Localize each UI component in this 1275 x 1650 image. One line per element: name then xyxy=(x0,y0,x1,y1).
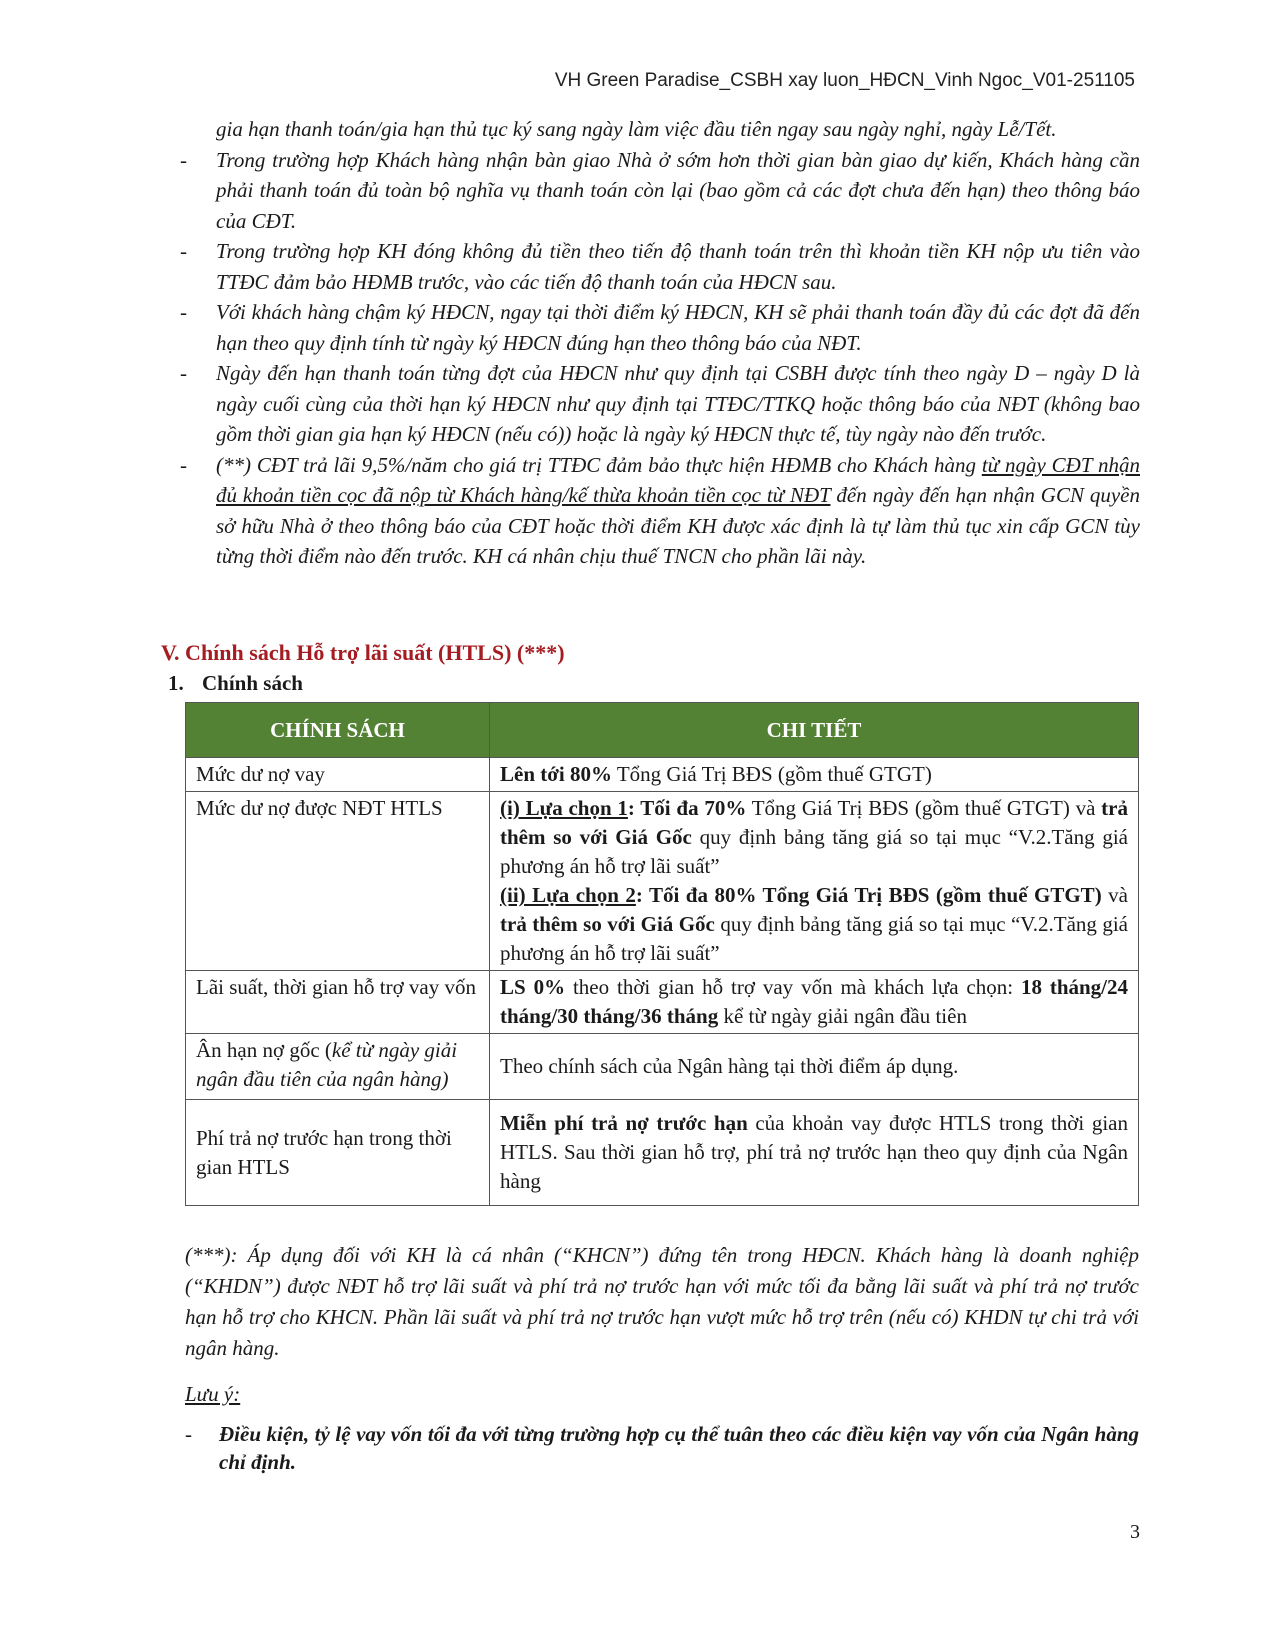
section-title: V. Chính sách Hỗ trợ lãi suất (HTLS) (***) xyxy=(161,640,565,665)
dash-marker: - xyxy=(180,361,187,385)
document-header: VH Green Paradise_CSBH xay luon_HĐCN_Vinh Ngoc_V01-251105 xyxy=(554,70,1135,91)
subsection-title xyxy=(168,671,303,696)
bold-text: trả thêm so với Giá Gốc xyxy=(500,912,715,936)
detail-text: theo thời gian hỗ trợ vay vốn mà khách lựa chọn: xyxy=(565,975,1021,999)
policy-table xyxy=(185,702,1139,1206)
table-row xyxy=(186,971,1139,1034)
list-item xyxy=(180,236,1140,297)
column-header-detail: CHI TIẾT xyxy=(490,703,1139,758)
bullet-text: Với khách hàng chậm ký HĐCN, ngay tại thời điểm ký HĐCN, KH sẽ phải thanh toán đầy đủ các đợt đã đến hạn theo quy định tính từ ngày ký HĐCN đúng hạn theo thông báo của NĐT. xyxy=(216,300,1140,355)
dash-marker: - xyxy=(180,147,187,172)
table-row xyxy=(186,1100,1139,1206)
underlined-text: từ ngày CĐT nhận đủ khoản tiền cọc đã nộp từ Khách hàng/kế thừa khoản tiền cọc từ NĐT xyxy=(216,452,1140,507)
table-row xyxy=(186,758,1139,792)
list-item xyxy=(180,145,1140,237)
detail-text: quy định bảng tăng giá so tại mục “V.2.Tăng giá phương án hỗ trợ lãi suất” xyxy=(500,912,1128,965)
row-label xyxy=(186,1034,490,1100)
label-italic-text: kể từ ngày giải ngân đầu tiên của ngân hàng) xyxy=(196,1038,458,1091)
option-label: (i) Lựa chọn 1 xyxy=(500,796,628,820)
option-1 xyxy=(500,794,1128,881)
detail-text: và xyxy=(1101,883,1128,907)
row-label: Mức dư nợ vay xyxy=(186,758,490,792)
dash-marker: - xyxy=(180,239,187,263)
list-item xyxy=(180,297,1140,358)
bold-text: LS 0% xyxy=(500,975,566,999)
bold-text: Lên tới 80% xyxy=(500,762,612,786)
bullet-text: (**) CĐT trả lãi 9,5%/năm cho giá trị TTĐC đảm bảo thực hiện HĐMB cho Khách hàng xyxy=(216,452,982,477)
table-row xyxy=(186,1034,1139,1100)
row-detail xyxy=(490,1100,1139,1206)
label-text: Ân hạn nợ gốc ( xyxy=(196,1038,332,1062)
bullet-text: Trong trường hợp Khách hàng nhận bàn giao Nhà ở sớm hơn thời gian bàn giao dự kiến, Khách hàng cần phải thanh toán đủ toàn bộ nghĩa vụ thanh toán còn lại (bao gồm cả các đợt chưa đến hạn) theo thông báo của CĐT. xyxy=(216,147,1140,233)
continuation-text: gia hạn thanh toán/gia hạn thủ tục ký sang ngày làm việc đầu tiên ngay sau ngày nghỉ, ngày Lễ/Tết. xyxy=(216,117,1057,141)
detail-text: Tổng Giá Trị BĐS (gồm thuế GTGT) và xyxy=(746,796,1102,820)
bullet-text: Trong trường hợp KH đóng không đủ tiền theo tiến độ thanh toán trên thì khoản tiền KH nộp ưu tiên vào TTĐC đảm bảo HĐMB trước, vào các tiến độ thanh toán của HĐCN sau. xyxy=(216,239,1140,294)
bullet-text: Điều kiện, tỷ lệ vay vốn tối đa với từng trường hợp cụ thể tuân theo các điều kiện vay vốn của Ngân hàng chỉ định. xyxy=(219,1422,1139,1474)
option-label: (ii) Lựa chọn 2 xyxy=(500,883,636,907)
bold-text: : Tối đa 80% Tổng Giá Trị BĐS (gồm thuế GTGT) xyxy=(635,883,1102,907)
detail-text: quy định bảng tăng giá so tại mục “V.2.Tăng giá phương án hỗ trợ lãi suất” xyxy=(500,825,1128,878)
page-number: 3 xyxy=(1130,1521,1140,1543)
bold-text: trả thêm so với Giá Gốc xyxy=(500,796,1128,849)
footnote: (***): Áp dụng đối với KH là cá nhân (“KHCN”) đứng tên trong HĐCN. Khách hàng là doanh nghiệp (“KHDN”) được NĐT hỗ trợ lãi suất và phí trả nợ trước hạn với mức tối đa bằng lãi suất và phí trả nợ trước hạn hỗ trợ cho KHCN. Phần lãi suất và phí trả nợ trước hạn vượt mức hỗ trợ trên (nếu có) KHDN tự chi trả với ngân hàng. xyxy=(185,1243,1139,1360)
row-detail xyxy=(490,792,1139,971)
list-item xyxy=(180,450,1140,572)
bold-text: 18 tháng/24 tháng/30 tháng/36 tháng xyxy=(500,975,1129,1028)
bold-text: : Tối đa 70% xyxy=(627,796,747,820)
bullet-text: Ngày đến hạn thanh toán từng đợt của HĐCN như quy định tại CSBH được tính theo ngày D – ngày D là ngày cuối cùng của thời hạn ký HĐCN như quy định tại TTĐC/TTKQ hoặc thông báo của NĐT (không bao gồm thời gian gia hạn ký HĐCN (nếu có)) hoặc là ngày ký HĐCN thực tế, tùy ngày nào đến trước. xyxy=(216,361,1140,446)
row-label: Phí trả nợ trước hạn trong thời gian HTLS xyxy=(186,1100,490,1206)
bullet-text: đến ngày đến hạn nhận GCN quyền sở hữu Nhà ở theo thông báo của CĐT hoặc thời điểm KH được xác định là tự làm thủ tục xin cấp GCN tùy từng thời điểm nào đến trước. KH cá nhân chịu thuế TNCN cho phần lãi này. xyxy=(216,483,1140,568)
bold-text: Miễn phí trả nợ trước hạn xyxy=(500,1111,748,1135)
list-item xyxy=(180,114,1140,145)
row-label: Lãi suất, thời gian hỗ trợ vay vốn xyxy=(186,971,490,1034)
detail-text: Tổng Giá Trị BĐS (gồm thuế GTGT) xyxy=(611,762,932,786)
row-detail: Theo chính sách của Ngân hàng tại thời điểm áp dụng. xyxy=(490,1034,1139,1100)
detail-text: kể từ ngày giải ngân đầu tiên xyxy=(718,1004,967,1028)
final-bullet xyxy=(185,1420,1139,1476)
dash-marker: - xyxy=(180,300,187,324)
list-item xyxy=(180,358,1140,450)
row-detail xyxy=(490,971,1139,1034)
subsection-label: Chính sách xyxy=(202,671,303,695)
table-row xyxy=(186,792,1139,971)
terms-bullet-list xyxy=(180,114,1140,572)
table-header-row xyxy=(186,703,1139,758)
column-header-policy: CHÍNH SÁCH xyxy=(186,703,490,758)
dash-marker: - xyxy=(180,452,187,477)
row-label: Mức dư nợ được NĐT HTLS xyxy=(186,792,490,971)
note-heading: Lưu ý: xyxy=(185,1382,241,1406)
subsection-number: 1. xyxy=(168,671,184,695)
option-2 xyxy=(500,881,1128,968)
detail-text: của khoản vay được HTLS trong thời gian HTLS. Sau thời gian hỗ trợ, phí trả nợ trước hạn theo quy định của Ngân hàng xyxy=(500,1111,1128,1193)
dash-marker: - xyxy=(185,1422,192,1446)
row-detail xyxy=(490,758,1139,792)
